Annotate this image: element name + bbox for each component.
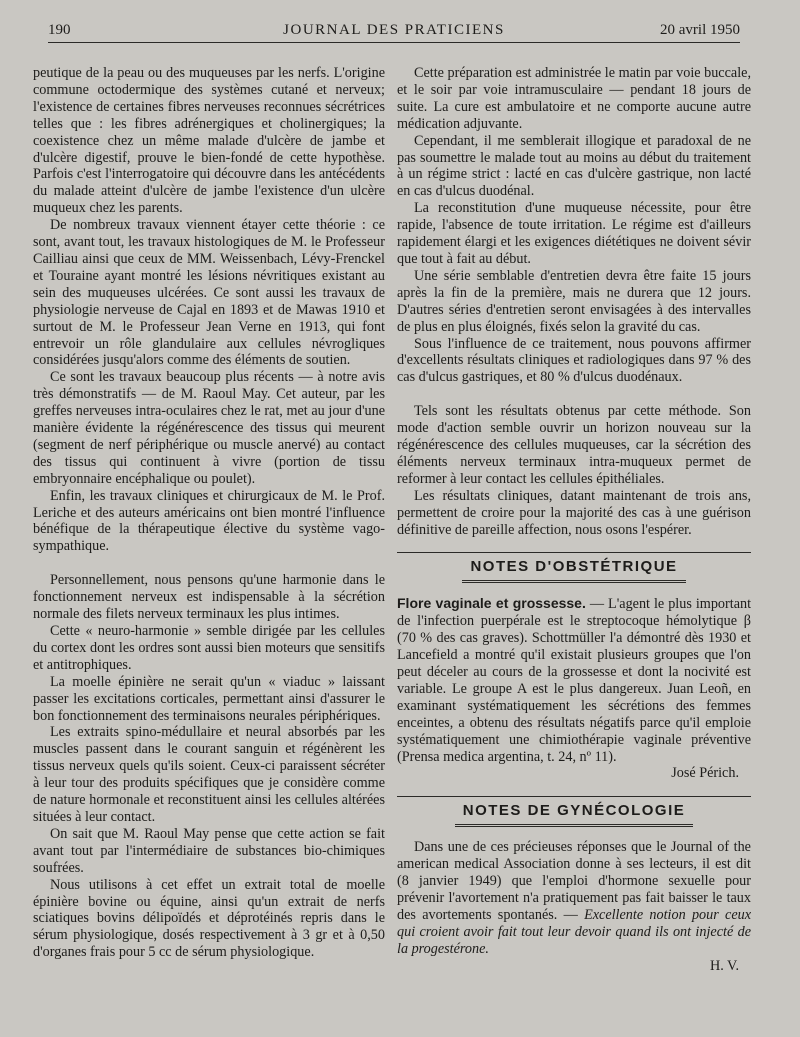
paragraph: Nous utilisons à cet effet un extrait total de moelle épinière bovine ou équine, ainsi qu'un extrait de nerfs sciatiques bovins délipoïdés et déprotéinés repris dans le sérum physiologique, dosés respectivement à 3 gr et à 0,50 d'organes frais pour 5 cc de sérum physiologique. — [33, 876, 385, 961]
journal-title: JOURNAL DES PRATICIENS — [283, 22, 505, 38]
section-title: NOTES D'OBSTÉTRIQUE — [462, 553, 685, 583]
paragraph: Cette préparation est administrée le matin par voie buccale, et le soir par voie intramusculaire — pendant 18 jours de suite. La cure est ambulatoire et ne comporte aucune autre médication adjuvante. — [397, 65, 751, 132]
paragraph: Ce sont les travaux beaucoup plus récents — à notre avis très démonstratifs — de M. Raoul May. Cet auteur, par les greffes nerveuses intra-oculaires chez le rat, met au jour d'une manière évidente la régénérescence des tissus qui meurent (segment de nerf périphérique ou muscle anervé) au contact des tissus qui continuent à vivre (portion de tissu embryonnaire encéphalique ou poulet). — [33, 369, 385, 487]
right-column — [397, 65, 751, 1017]
section-title: NOTES DE GYNÉCOLOGIE — [455, 797, 694, 827]
paragraph: Enfin, les travaux cliniques et chirurgicaux de M. le Prof. Leriche et des auteurs américains ont bien montré l'influence bénéfique de la thérapeutique élective du système vago-sympathique. — [33, 487, 385, 555]
page-number: 190 — [48, 22, 71, 38]
note-text: — L'agent le plus important de l'infection puerpérale est le streptocoque hémolytique β (70 % des cas graves). Schottmüller l'a démontré dès 1930 et Lancefield a montré qu'il existait plusieurs groupes que l'on peut déceler au cours de la grossesse et dont la nocivité est variable. Le groupe A est le plus dangereux. Juan Leoñ, en examinant systématiquement les sécrétions des femmes enceintes, a obtenu des résultats négatifs parce qu'il emploie systématiquement une chimiothérapie vaginale préventive (Prensa medica argentina, t. 24, nº 11). — [397, 596, 752, 765]
note-text: Dans une de ces précieuses réponses que le Journal of the american medical Association donne à ses lecteurs, il est dit (8 janvier 1949) que l'emploi d'hormone sexuelle pour prévenir l'avortement n'a pratiquement pas fait baisser le taux des avortements spontanés. — — [397, 839, 751, 923]
author-signature: H. V. — [709, 957, 739, 974]
issue-date: 20 avril 1950 — [660, 22, 740, 38]
page-header — [48, 20, 740, 43]
obstetrics-section-header — [397, 552, 751, 583]
paragraph: peutique de la peau ou des muqueuses par les nerfs. L'origine commune octodermique des systèmes cutané et nerveux; l'existence de certaines fibres nerveuses reconnues sécrétrices telles que : les fibres adrénergiques et cholinergiques; la coexistence chez un même malade d'ulcère de jambe et d'ulcère digestif, prouve le bien-fondé de cette hypothèse. Parfois c'est l'interrogatoire qui découvre dans les antécédents du malade atteint d'ulcère de jambe l'existence d'un ulcère muqueux chez les parents. — [33, 65, 385, 217]
paragraph: Personnellement, nous pensons qu'une harmonie dans le fonctionnement nerveux est indispensable à la sécrétion normale des filets nerveux terminaux les plus intimes. — [33, 572, 385, 623]
paragraph: Cependant, il me semblerait illogique et paradoxal de ne pas soumettre le malade tout au moins au début du traitement à un régime strict : lacté en cas d'ulcère gastrique, non lacté en cas d'ulcus duodénal. — [397, 132, 751, 200]
note-lead: Flore vaginale et grossesse. — [397, 595, 586, 612]
gynecology-section-header — [397, 796, 751, 827]
paragraph: Les extraits spino-médullaire et neural absorbés par les muscles passent dans le courant sanguin et régénèrent les tissus nerveux quels qu'ils soient. Ceux-ci paraissent sécréter à leur tour des produits spécifiques que je considère comme de nature hormonale et reconstituent ainsi les cellules altérées situées à leur contact. — [33, 724, 385, 825]
paragraph: On sait que M. Raoul May pense que cette action se fait avant tout par l'intermédiaire de substances bio-chimiques soufrées. — [33, 825, 385, 876]
paragraph: Tels sont les résultats obtenus par cette méthode. Son mode d'action semble ouvrir un horizon nouveau sur la régénérescence des cellules muqueuses, car la sécrétion des éléments nerveux terminaux intra-muqueux permet de reformer à leur contact les cellules épithéliales. — [397, 403, 751, 487]
gynecology-note — [397, 839, 751, 957]
author-signature: José Périch. — [671, 765, 739, 782]
left-column — [33, 65, 385, 1017]
paragraph: Les résultats cliniques, datant maintenant de trois ans, permettent de croire pour la majorité des cas à une guérison définitive de pareille affection, nous osons l'espérer. — [397, 487, 751, 538]
paragraph: Sous l'influence de ce traitement, nous pouvons affirmer d'excellents résultats cliniques et radiologiques dans 97 % des cas d'ulcus gastriques, et 80 % d'ulcus duodénaux. — [397, 335, 751, 386]
paragraph: Cette « neuro-harmonie » semble dirigée par les cellules du cortex dont les ordres sont aussi bien moteurs que sensitifs et antitrophiques. — [33, 623, 385, 673]
paragraph: De nombreux travaux viennent étayer cette théorie : ce sont, avant tout, les travaux histologiques de M. le Professeur Cailliau ainsi que ceux de MM. Weissenbach, Lévy-Frenckel et Touraine ayant montré les lésions névritiques existant au sein des muqueuses ulcérées. Ce sont aussi les travaux de physiologie nerveuse de Cajal en 1893 et de Mawas 1910 et surtout de M. le Professeur Jean Verne en 1913, qui font entrevoir un rôle glandulaire aux cellules névrogliques considérées jusqu'alors comme des éléments de soutien. — [33, 217, 385, 369]
paragraph: La moelle épinière ne serait qu'un « viaduc » laissant passer les excitations corticales, permettant ainsi d'assurer le bon fonctionnement des terminaisons neurales périphériques. — [33, 673, 385, 724]
paragraph: La reconstitution d'une muqueuse nécessite, pour être rapide, l'absence de toute irritation. Le régime est d'ailleurs rapidement élargi et les exigences diététiques ne doivent sévir que tout à fait au début. — [397, 200, 751, 267]
note-italic: Excellente notion pour ceux qui croient avoir fait tout leur devoir quand ils ont injecté de la progestérone. — [397, 906, 752, 957]
paragraph: Une série semblable d'entretien devra être faite 15 jours après la fin de la première, mais ne durera que 12 jours. D'autres séries d'entretien seront envisagées à des intervalles de plus en plus éloignés, fixés selon la gravité du cas. — [397, 267, 751, 335]
obstetrics-note — [397, 595, 751, 765]
